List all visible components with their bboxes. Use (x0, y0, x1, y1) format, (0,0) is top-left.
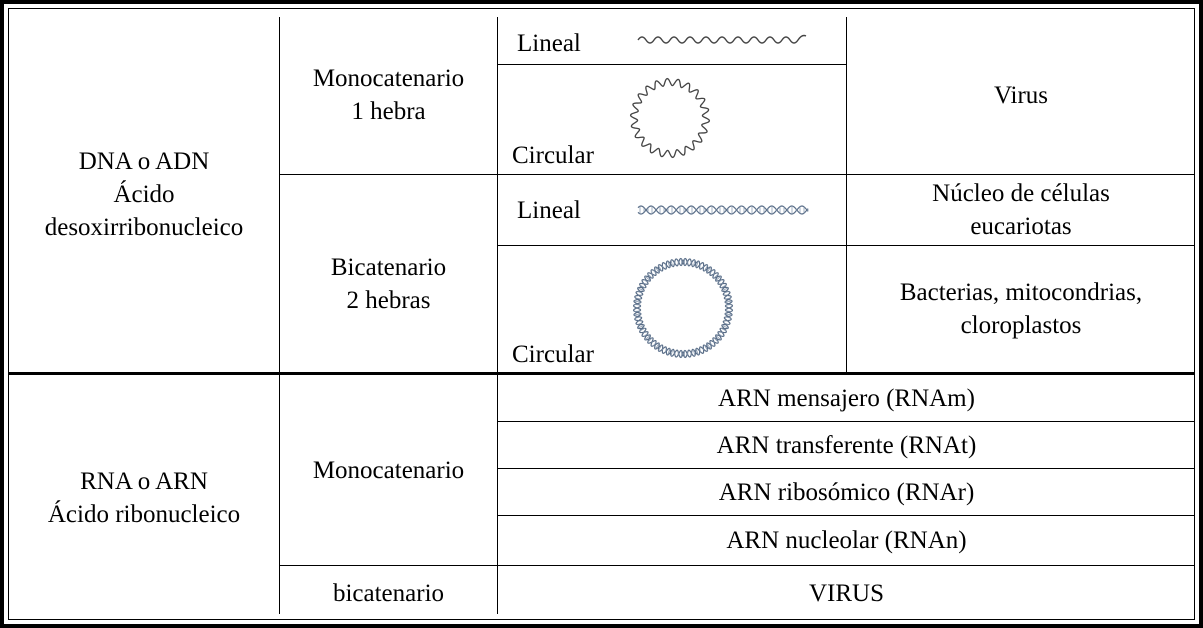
location-nucleus-line1: Núcleo de células (932, 180, 1110, 207)
single-strand-circular-icon (626, 74, 714, 162)
location-bacteria-line2: cloroplastos (960, 312, 1082, 339)
shape-label-linear-double: Lineal (517, 197, 581, 224)
rna-kind-row (498, 375, 1195, 421)
double-strand-linear-icon (636, 198, 812, 222)
grid-line (497, 64, 846, 65)
dna-double-strand-cell (280, 224, 497, 344)
dna-type-line2: Ácido (113, 181, 175, 208)
location-bacteria-cell (847, 246, 1195, 372)
rna-kind-row (498, 516, 1195, 565)
location-virus: Virus (993, 82, 1049, 109)
rna-single-strand-cell (280, 375, 497, 565)
rna-type-line1: RNA o ARN (80, 467, 208, 495)
rna-double-location-cell (498, 566, 1195, 620)
rna-type-line2: Ácido ribonucleico (47, 500, 241, 528)
rna-double-location: VIRUS (808, 579, 884, 607)
location-virus-cell (847, 17, 1195, 174)
rna-type-cell (9, 375, 279, 620)
dna-single-line2: 1 hebra (351, 98, 426, 125)
location-bacteria-line1: Bacterias, mitocondrias, (899, 279, 1143, 306)
location-nucleus-cell (847, 175, 1195, 245)
rna-kind-transfer: ARN transferente (RNAt) (716, 431, 977, 459)
rna-kind-ribosomal: ARN ribosómico (RNAr) (718, 478, 975, 506)
shape-label-circular-double: Circular (512, 341, 594, 368)
single-strand-linear-icon (636, 30, 811, 50)
rna-double-label: bicatenario (332, 579, 445, 607)
dna-double-line1: Bicatenario (330, 254, 447, 281)
dna-single-line1: Monocatenario (312, 65, 465, 92)
rna-double-strand-cell (280, 566, 497, 620)
dna-type-line1: DNA o ADN (78, 148, 210, 175)
rna-kind-row (498, 469, 1195, 515)
rna-kind-row (498, 422, 1195, 468)
shape-label-linear-single: Lineal (517, 30, 581, 57)
dna-double-line2: 2 hebras (346, 287, 431, 314)
shape-label-circular-single: Circular (512, 142, 594, 169)
double-strand-circular-icon (626, 252, 740, 364)
dna-single-strand-cell (280, 40, 497, 150)
rna-kind-nucleolar: ARN nucleolar (RNAn) (726, 527, 967, 554)
dna-type-line3: desoxirribonucleico (44, 214, 244, 241)
dna-type-cell (9, 17, 279, 372)
location-nucleus-line2: eucariotas (970, 213, 1072, 240)
rna-kind-messenger: ARN mensajero (RNAm) (718, 384, 975, 412)
rna-single-label: Monocatenario (312, 456, 465, 484)
